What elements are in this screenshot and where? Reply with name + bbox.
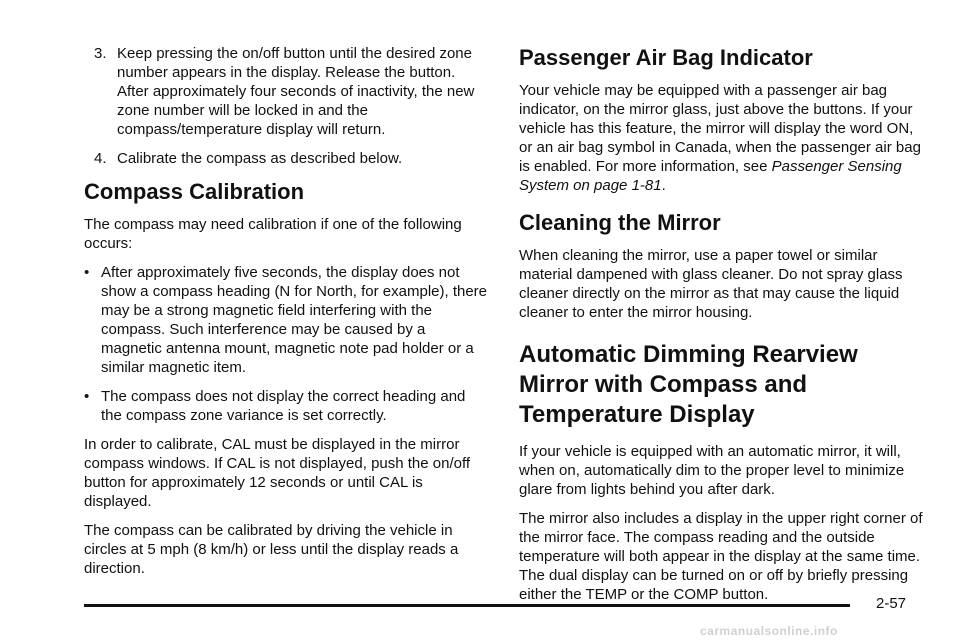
bullet-icon: • — [84, 264, 90, 281]
airbag-period: . — [661, 177, 666, 194]
step-text: Calibrate the compass as described below. — [117, 150, 403, 167]
right-column — [519, 44, 929, 614]
step-4 — [84, 149, 490, 168]
airbag-text: Your vehicle may be equipped with a passenger air bag indicator, on the mirror glass, just above the buttons. If your vehicle has this feature, the mirror will display the word ON, or an air bag symbol in Canada, when the passenger air bag is enabled. For more information, see — [519, 82, 921, 175]
step-text: Keep pressing the on/off button until the desired zone number appears in the display. Release the button. After approximately four seconds of inactivity, the new zone number will be locked in and the compass/temperature display will return. — [117, 45, 475, 138]
step-3 — [84, 44, 490, 139]
cleaning-mirror-heading: Cleaning the Mirror — [519, 210, 721, 235]
airbag-paragraph — [519, 81, 929, 195]
compass-calibration-heading: Compass Calibration — [84, 179, 305, 204]
bullet-icon: • — [84, 388, 90, 405]
footer-rule — [84, 604, 850, 607]
cleaning-paragraph: When cleaning the mirror, use a paper towel or similar material dampened with glass cleaner. Do not spray glass cleaner directly on the mirror as that may cause the liquid cleaner to enter the mirror housing. — [519, 247, 903, 321]
bullet-item — [84, 263, 490, 377]
bullet-item — [84, 387, 490, 425]
left-column — [84, 44, 490, 588]
airbag-reference-link: Passenger Sensing System on page 1-81 — [519, 158, 902, 194]
bullet-text: The compass does not display the correct heading and the compass zone variance is set correctly. — [101, 388, 466, 424]
step-number: 3. — [94, 45, 107, 62]
page-number: 2-57 — [876, 595, 907, 612]
airbag-indicator-heading: Passenger Air Bag Indicator — [519, 45, 813, 70]
auto-dimming-paragraph-1: If your vehicle is equipped with an automatic mirror, it will, when on, automatically dim to the proper level to minimize glare from lights behind you after dark. — [519, 443, 905, 498]
auto-dimming-paragraph-2: The mirror also includes a display in the upper right corner of the mirror face. The compass reading and the outside temperature will both appear in the display at the same time. The dual display can be turned on or off by briefly pressing either the TEMP or the COMP button. — [519, 510, 923, 603]
calibrate-driving-paragraph: The compass can be calibrated by driving the vehicle in circles at 5 mph (8 km/h) or less until the display reads a direction. — [84, 522, 459, 577]
auto-dimming-heading: Automatic Dimming Rearview Mirror with Compass and Temperature Display — [519, 341, 858, 428]
calibration-intro: The compass may need calibration if one of the following occurs: — [84, 216, 462, 252]
watermark: carmanualsonline.info — [700, 624, 838, 638]
bullet-text: After approximately five seconds, the display does not show a compass heading (N for North, for example), there may be a strong magnetic field interfering with the compass. Such interference may be caused by a magnetic antenna mount, magnetic note pad holder or a similar magnetic item. — [101, 264, 488, 376]
step-number: 4. — [94, 150, 107, 167]
calibrate-cal-paragraph: In order to calibrate, CAL must be displayed in the mirror compass windows. If CAL is not displayed, push the on/off button for approximately 12 seconds or until CAL is displayed. — [84, 436, 471, 510]
